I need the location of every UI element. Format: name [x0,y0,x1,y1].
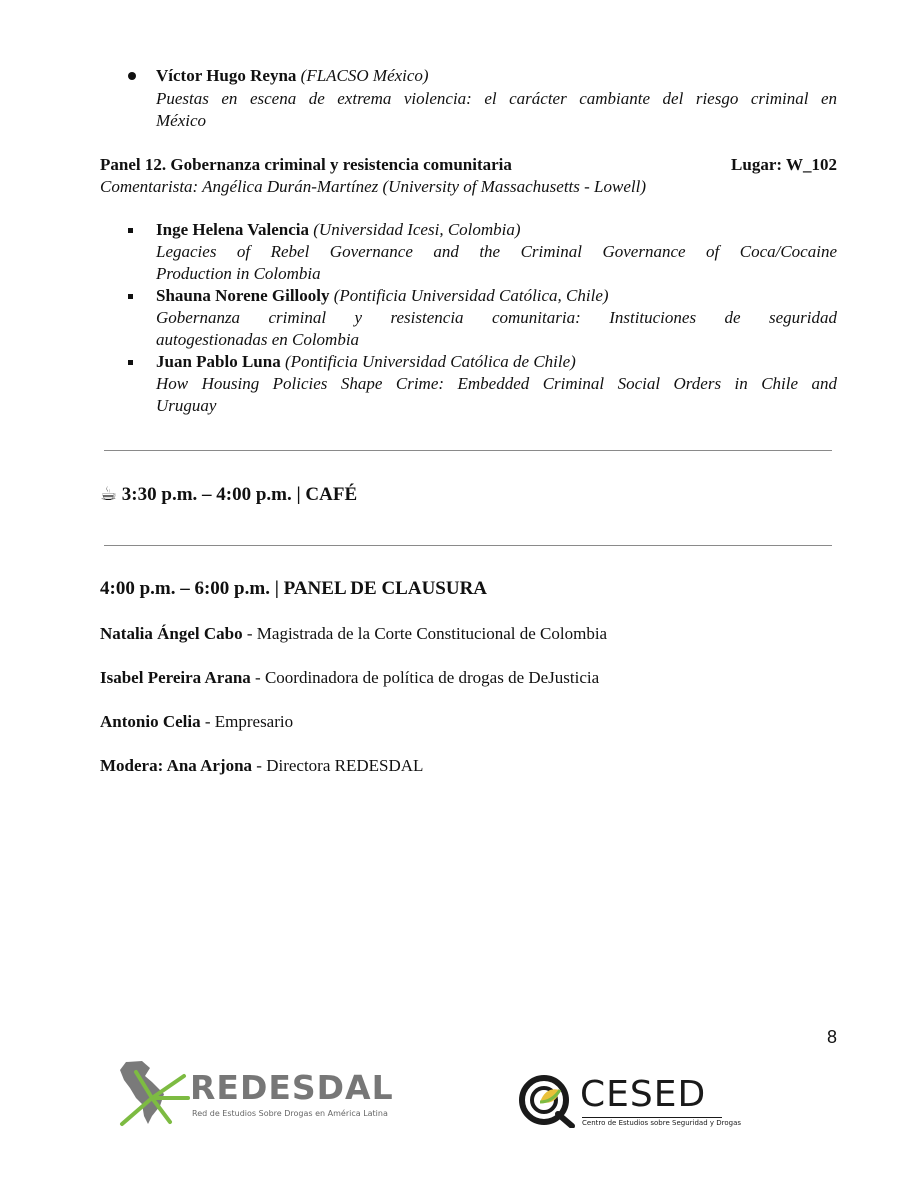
presenter-name: Inge Helena Valencia [156,220,310,239]
panel-commentator: Comentarista: Angélica Durán-Martínez (University of Massachusetts - Lowell) [100,177,646,196]
redesdal-subtitle: Red de Estudios Sobre Drogas en América Latina [192,1109,388,1118]
person-role: - Magistrada de la Corte Constitucional de Colombia [242,624,608,643]
divider [104,450,832,451]
bullet-dot [128,72,136,80]
redesdal-name: REDESDAL [190,1068,394,1107]
page-number: 8 [826,1027,837,1047]
person-name: Antonio Celia [100,712,201,731]
paper-title-cont: México [156,111,207,130]
cesed-name: CESED [580,1074,707,1115]
paper-title-cont: Uruguay [156,396,217,415]
bullet-square [128,360,133,365]
entry-header [156,219,521,240]
paper-title-cont: autogestionadas en Colombia [156,330,360,349]
presenter-name: Shauna Norene Gillooly [156,286,330,305]
paper-title: Gobernanza criminal y resistencia comunitaria: Instituciones de seguridad [156,308,837,327]
presenter-name: Víctor Hugo Reyna [156,66,297,85]
redesdal-emblem-icon [112,1058,192,1128]
cesed-underline [582,1117,722,1118]
paper-title-cont: Production in Colombia [156,264,321,283]
presenter-affiliation: (Universidad Icesi, Colombia) [313,220,521,239]
person-role: - Coordinadora de política de drogas de DeJusticia [250,668,600,687]
cesed-subtitle: Centro de Estudios sobre Seguridad y Drogas [582,1119,742,1127]
divider [104,545,832,546]
bullet-square [128,294,133,299]
coffee-cup-icon: ☕ [100,483,118,505]
closing-person [100,667,599,688]
entry-header [156,351,576,372]
paper-title: How Housing Policies Shape Crime: Embedded Criminal Social Orders in Chile and [156,374,837,393]
paper-title: Puestas en escena de extrema violencia: el carácter cambiante del riesgo criminal en [156,89,837,108]
panel-title: Panel 12. Gobernanza criminal y resistencia comunitaria [100,155,512,174]
redesdal-logo [112,1058,402,1128]
paper-title: Legacies of Rebel Governance and the Criminal Governance of Coca/Cocaine [156,242,837,261]
entry-header [156,65,429,86]
presenter-affiliation: (FLACSO México) [300,66,429,85]
cesed-emblem-icon [516,1072,580,1128]
person-name: Isabel Pereira Arana [100,668,251,687]
cesed-logo [516,1072,766,1132]
closing-panel-heading: 4:00 p.m. – 6:00 p.m. | PANEL DE CLAUSURA [100,578,488,599]
person-role: - Empresario [200,712,294,731]
presenter-name: Juan Pablo Luna [156,352,281,371]
bullet-square [128,228,133,233]
person-name: Natalia Ángel Cabo [100,624,243,643]
presenter-affiliation: (Pontificia Universidad Católica, Chile) [333,286,609,305]
person-name: Modera: Ana Arjona [100,756,253,775]
coffee-break-time: 3:30 p.m. – 4:00 p.m. | CAFÉ [121,484,358,505]
coffee-break-heading [100,483,357,506]
closing-person [100,711,293,732]
closing-person [100,755,423,776]
panel-location: Lugar: W_102 [731,155,837,174]
closing-person [100,623,607,644]
entry-header [156,285,609,306]
person-role: - Directora REDESDAL [252,756,424,775]
presenter-affiliation: (Pontificia Universidad Católica de Chile) [284,352,576,371]
